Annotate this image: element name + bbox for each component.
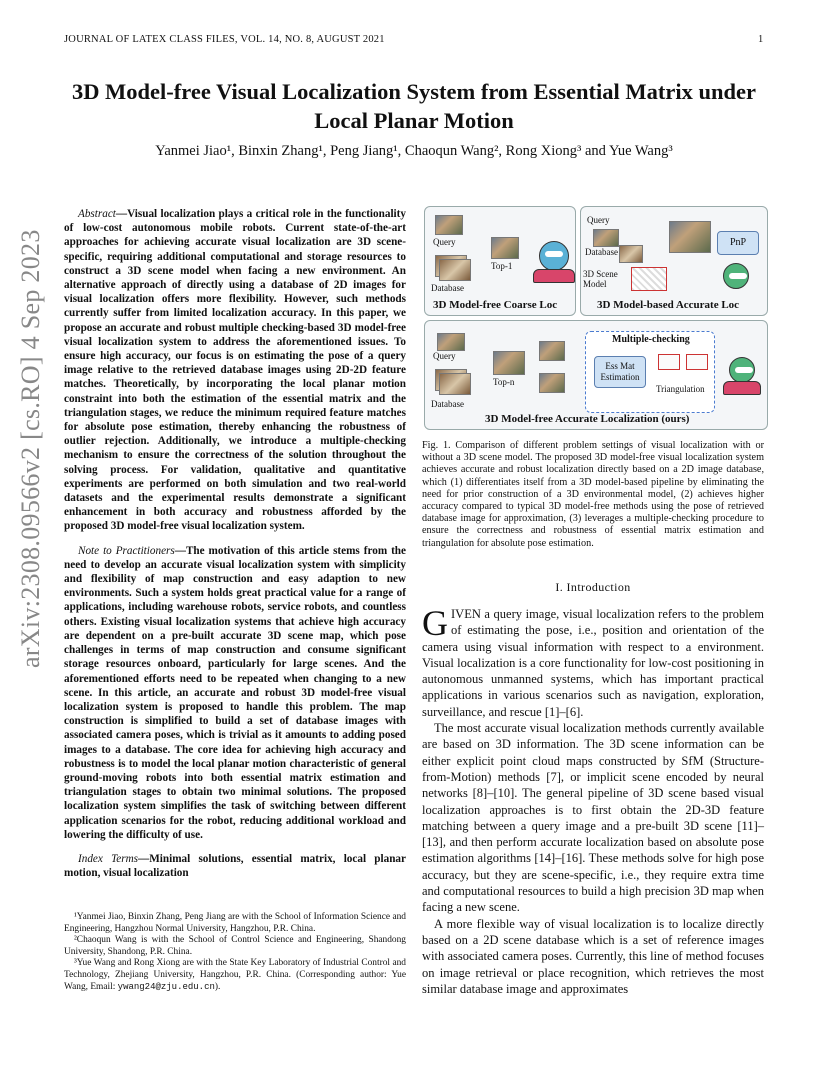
footnote-email: ywang24@zju.edu.cn: [117, 981, 215, 992]
intro-p1-text: IVEN a query image, visual localization refers to the problem of estimating the pose, i.e., position and orientation of the camera using visual information with respect to a environment. Visual localization is a core functionality for low-cost positioning in autonomous unmanned systems, which has important practical applications in various scenarios such as navigation, exploration, surveillance, and rescue [1]–[6].: [422, 607, 764, 719]
multiple-checking-box: [585, 331, 715, 413]
match-image-1: [539, 341, 565, 361]
robot-base-icon: [533, 269, 575, 283]
panel-model-based: [580, 206, 768, 316]
panel-b-title: 3D Model-based Accurate Loc: [597, 299, 740, 311]
panel-c-title: 3D Model-free Accurate Localization (ours): [485, 413, 690, 425]
footnote-3: [64, 958, 406, 993]
database-stack-2: [439, 259, 471, 281]
point-cloud-image: [631, 267, 667, 291]
scene-model-text: 3D Scene Model: [583, 269, 618, 289]
query-image: [435, 215, 463, 235]
index-terms-label: Index Terms: [78, 852, 139, 865]
match-image-2: [539, 373, 565, 393]
database-label-b: Database: [585, 247, 618, 257]
triangulation-plot: [658, 354, 680, 370]
pnp-box: PnP: [717, 231, 759, 255]
database-image-b: [619, 245, 643, 263]
footnote-1: ¹Yanmei Jiao, Binxin Zhang, Peng Jiang are with the School of Information Science and Engineering, Hangzhou Normal University, Hangzhou, P.R. China.: [64, 912, 406, 934]
database-stack-c2: [439, 373, 471, 395]
matched-image: [669, 221, 711, 253]
essmat-box: Ess Mat Estimation: [594, 356, 646, 388]
dropcap: G: [422, 603, 448, 643]
left-column: [64, 207, 406, 880]
footnote-3-tail: ).: [214, 981, 221, 992]
query-image-b: [593, 229, 619, 247]
footnotes: [64, 912, 406, 993]
paper-title: 3D Model-free Visual Localization System from Essential Matrix under Local Planar Motion: [71, 79, 757, 133]
page-number: 1: [758, 34, 764, 45]
robot-icon: [539, 241, 569, 271]
footnote-3-text: ³Yue Wang and Rong Xiong are with the State Key Laboratory of Industrial Control and Technology, Zhejiang University, Hangzhou, P.R. China. (Corresponding author: Yue Wang, Email:: [64, 958, 406, 992]
author-list: Yanmei Jiao¹, Binxin Zhang¹, Peng Jiang¹, Chaoqun Wang², Rong Xiong³ and Yue Wang³: [155, 143, 673, 159]
top1-image: [491, 237, 519, 259]
panel-coarse-loc: [424, 206, 576, 316]
intro-paragraph-2: The most accurate visual localization methods currently available are based on 3D information. The 3D scene information can be either explicit point cloud maps constructed by SfM (Structure-from-Motion) methods [7], or implicit scene encoded by neural networks [8]–[10]. The general pipeline of 3D scene based visual localization approaches is to first obtain the 2D-3D feature matching between a query image and a pre-built 3D scene [11]–[13], and then perform accurate localization based on absolute pose estimation algorithms [14]–[16]. These methods solve for high pose accuracy, but they are scene-specific, i.e., they require extra time and computational resources to build a high precision 3D map when facing a new scene.: [422, 721, 764, 915]
note-text: —The motivation of this article stems from the need to develop an accurate visual localization system with simplicity and flexibility of map construction and easy adaption to new environments. Such a system holds great practical value for a range of applications, including warehouse robots, service robots, and countless others. Existing visual localization systems that achieve high accuracy are dependent on a pre-built accurate 3D scene map, which pose challenges in terms of map construction and consume significant storage resources onboard, particularly for large scenes. And the aforementioned efforts need to be repeated when changing to a new scene. In this article, an accurate and robust 3D model-free visual localization system is proposed to handle this problem. The map construction is simplified to build a set of database images with associated camera poses, which is trivial as it amounts to adding posed images to a database. The core idea for achieving high accuracy and robustness is to model the local planar motion characteristic of general ground-moving robots into both essential matrix estimation and triangulation stages to obtain two minimal solutions. The proposed localization system simplifies the task of switching between different application scenarios for the robot, reducing additional workload and lowering the difficulty of use.: [64, 544, 406, 841]
index-terms: [64, 852, 406, 880]
database-label-c: Database: [431, 399, 464, 409]
abstract-label: Abstract: [78, 208, 116, 220]
query-image-c: [437, 333, 465, 351]
query-label-c: Query: [433, 351, 456, 361]
top1-label: Top-1: [491, 261, 513, 271]
abstract-text: —Visual localization plays a critical role in the functionality of low-cost autonomous mobile robots. Current state-of-the-art approaches for achieving accurate visual localization are 3D scene-specific, requiring additional computational and storage resources to construct a 3D scene model when facing a new environment. An alternative approach of directly using a database of 2D images for visual localization offers more flexibility. However, such methods currently suffer from limited localization accuracy. In this paper, we propose an accurate and robust multiple checking-based 3D model-free visual localization system to address the aforementioned issues. To ensure high accuracy, our focus is on estimating the pose of a query image relative to the retrieved database images using 2D-2D feature matches. Theoretically, by incorporating the local planar motion constraint into both the estimation of the essential matrix and the triangulation stages, we reduce the minimum required feature matches for absolute pose estimation, thereby enhancing the robustness of outlier rejection. Additionally, we introduce a multiple-checking mechanism to ensure the correctness of the solution throughout the solving process. For validation, qualitative and quantitative experiments are performed on both simulation and two real-world datasets and the experimental results demonstrate a significant enhancement in both accuracy and robustness afforded by the proposed 3D model-free visual localization system.: [64, 208, 406, 533]
query-label: Query: [433, 237, 456, 247]
triangulation-plot-2: [686, 354, 708, 370]
introduction-body: [422, 603, 764, 997]
panel-model-free-accurate: [424, 320, 768, 430]
scene-model-label: [583, 269, 627, 289]
database-label: Database: [431, 283, 464, 293]
intro-paragraph-3: A more flexible way of visual localization is to localize directly based on a 2D scene database which is a set of reference images with associated camera poses. Currently, this line of method focuses on image retrieval or place recognition, which retrieves the most similar database image and approximates: [422, 916, 764, 996]
topn-image: [493, 351, 525, 375]
running-head: JOURNAL OF LATEX CLASS FILES, VOL. 14, NO. 8, AUGUST 2021: [64, 34, 385, 45]
footnote-2: ²Chaoqun Wang is with the School of Control Science and Engineering, Shandong University, Shandong, P.R. China.: [64, 935, 406, 957]
note-to-practitioners: [64, 544, 406, 842]
robot-icon-c: [729, 357, 755, 383]
triangulation-label: Triangulation: [656, 384, 705, 394]
figure-1: [422, 206, 768, 434]
note-label: Note to Practitioners: [78, 544, 175, 557]
query-label-b: Query: [587, 215, 610, 225]
section-heading: I. Introduction: [555, 580, 631, 594]
robot-icon-b: [723, 263, 749, 289]
index-terms-text: —Minimal solutions, essential matrix, local planar motion, visual localization: [64, 852, 406, 880]
panel-a-title: 3D Model-free Coarse Loc: [433, 299, 558, 311]
topn-label: Top-n: [493, 377, 515, 387]
multiple-checking-label: Multiple-checking: [612, 334, 690, 345]
arxiv-stamp-text: arXiv:2308.09566v2 [cs.RO] 4 Sep 2023: [16, 229, 45, 668]
abstract: [64, 207, 406, 534]
figure-caption: Fig. 1. Comparison of different problem settings of visual localization with or without a 3D scene model. The proposed 3D model-free visual localization system achieves accurate and robust localization directly based on a 2D image database, which (1) differentiates itself from a 3D model-based pipeline by eliminating the need for prior construction of a 3D environmental model, (2) achieves higher accuracy compared to typical 3D model-free methods using the pose of retrieved database image for approximation, (3) leverages a multiple-checking procedure to ensure the correctness and robustness of essential matrix estimation and triangulation for absolute pose estimation.: [422, 440, 764, 549]
robot-base-icon-c: [723, 381, 761, 395]
intro-paragraph-1: [422, 603, 764, 720]
